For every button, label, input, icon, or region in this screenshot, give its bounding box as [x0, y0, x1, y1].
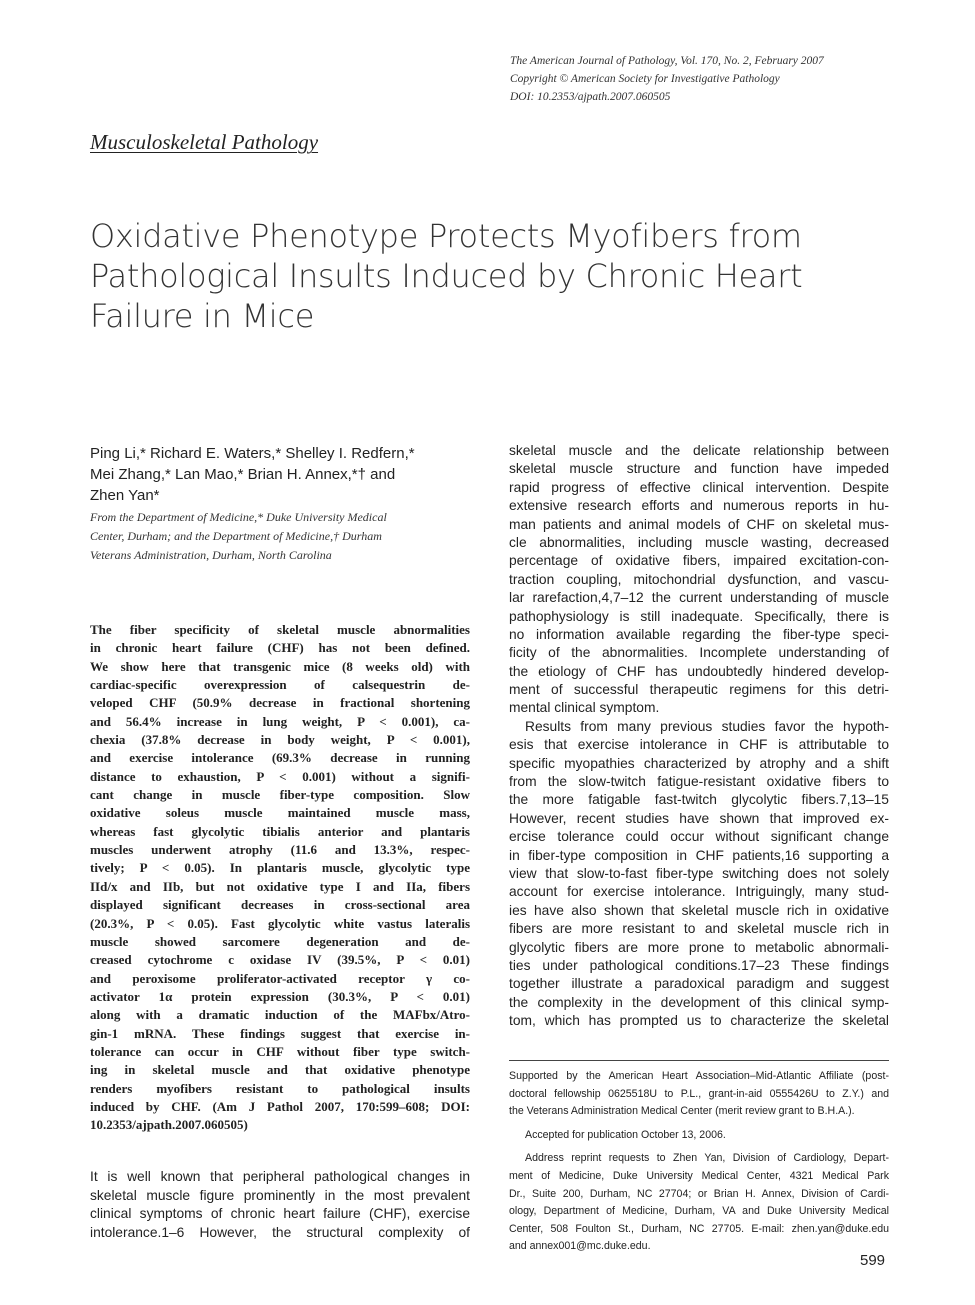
abstract-line: creased cytochrome c oxidase IV (39.5%, P < 0.01) — [90, 952, 470, 968]
affiliation-line: Veterans Administration, Durham, North Carolina — [90, 548, 332, 562]
abstract-line: and peroxisome proliferator-activated receptor γ co- — [90, 970, 470, 986]
abstract-line: activator 1α protein expression (30.3%, P < 0.01) — [90, 988, 470, 1004]
abstract-line: and 56.4% increase in lung weight, P < 0.001), ca- — [90, 713, 470, 729]
journal-line: The American Journal of Pathology, Vol. 170, No. 2, February 2007 — [510, 55, 824, 67]
abstract-line: ing in skeletal muscle and that oxidative phenotype — [90, 1062, 470, 1078]
body-line: skeletal muscle structure and function have impeded — [509, 461, 889, 477]
body-line: intolerance.1–6 However, the structural complexity of — [90, 1224, 470, 1240]
footnote-line: ology, Department of Medicine, Durham, VA and Duke University Medical — [509, 1205, 889, 1218]
footnote-line: doctoral fellowship 0625518U to P.L., grant-in-aid 0555426U to Z.Y.) and — [509, 1087, 889, 1100]
abstract-line: gin-1 mRNA. These findings suggest that exercise in- — [90, 1025, 470, 1041]
body-line: However, recent studies have shown that improved ex- — [509, 810, 889, 826]
abstract-line: muscles underwent atrophy (11.6 and 13.3%, respec- — [90, 842, 470, 858]
abstract-line: cant change in muscle fiber-type composition. Slow — [90, 787, 470, 803]
title-line: Pathological Insults Induced by Chronic Heart — [90, 257, 803, 295]
body-line: percentage of oxidative fibers, impaired excitation-con- — [509, 553, 889, 569]
body-line: ties under pathological conditions.17–23 These findings — [509, 957, 889, 973]
abstract-line: renders myofibers resistant to pathological insults — [90, 1080, 470, 1096]
body-line: ficity of the abnormalities. Incomplete understanding of — [509, 645, 889, 661]
abstract-line: (20.3%, P < 0.05). Fast glycolytic white vastus lateralis — [90, 915, 470, 931]
body-line: cle abnormalities, including muscle wasting, decreased — [509, 534, 889, 550]
author-line: Ping Li,* Richard E. Waters,* Shelley I. Redfern,* — [90, 445, 415, 462]
abstract-line: 10.2353/ajpath.2007.060505) — [90, 1117, 248, 1133]
abstract-line: along with a dramatic induction of the MAFbx/Atro- — [90, 1007, 470, 1023]
abstract-line: cardiac-specific overexpression of calsequestrin de- — [90, 677, 470, 693]
abstract — [90, 621, 470, 1135]
abstract-line: We show here that transgenic mice (8 weeks old) with — [90, 658, 470, 674]
abstract-line: tively; P < 0.05). In plantaris muscle, glycolytic type — [90, 860, 470, 876]
body-line: skeletal muscle figure prominently in the most prevalent — [90, 1187, 470, 1203]
body-text-left-column — [90, 1168, 470, 1242]
title-line: Failure in Mice — [90, 297, 315, 335]
abstract-line: in chronic heart failure (CHF) has not been defined. — [90, 640, 470, 656]
abstract-line: distance to exhaustion, P < 0.001) without a signifi- — [90, 768, 470, 784]
body-line: ies have also shown that skeletal muscle rich in oxidative — [509, 902, 889, 918]
body-line: clinical symptoms of chronic heart failure (CHF), exercise — [90, 1206, 470, 1222]
body-line: man patients and animal models of CHF on skeletal mus- — [509, 516, 889, 532]
body-line: pathophysiology is still inadequate. Specifically, there is — [509, 608, 889, 624]
affiliations — [90, 508, 480, 565]
footnote-line: Supported by the American Heart Association–Mid-Atlantic Affiliate (post- — [509, 1070, 889, 1082]
title-line: Oxidative Phenotype Protects Myofibers from — [90, 217, 802, 255]
body-line: ercise tolerance could occur without significant change — [509, 829, 889, 845]
page-number: 599 — [860, 1252, 886, 1269]
affiliation-line: From the Department of Medicine,* Duke University Medical — [90, 510, 387, 524]
body-line: view that slow-to-fast fiber-type switching does not solely — [509, 865, 889, 881]
footnotes — [509, 1068, 889, 1256]
copyright-line: Copyright © American Society for Investigative Pathology — [510, 73, 780, 85]
body-line: from the slow-twitch fatigue-resistant oxidative fibers to — [509, 774, 889, 790]
abstract-line: tolerance can occur in CHF without fiber type switch- — [90, 1043, 470, 1059]
body-line: skeletal muscle and the delicate relationship between — [509, 443, 889, 458]
body-line: in fiber-type composition in CHF patients,16 supporting a — [509, 847, 889, 863]
abstract-line: oxidative soleus muscle maintained muscle mass, — [90, 805, 470, 821]
footnote-line: and annex001@mc.duke.edu. — [509, 1240, 651, 1253]
body-line: rapid progress of effective clinical intervention. Despite — [509, 479, 889, 495]
journal-citation — [510, 52, 930, 106]
footnote-line: Dr., Suite 200, Durham, NC 27704; or Brian H. Annex, Division of Cardi- — [509, 1187, 889, 1200]
abstract-line: displayed significant decreases in cross-sectional area — [90, 897, 470, 913]
footnote-line: Address reprint requests to Zhen Yan, Division of Cardiology, Depart- — [525, 1152, 889, 1165]
body-line: the etiology of CHF has undoubtedly hindered develop- — [509, 663, 889, 679]
body-line: ment of successful therapeutic regimens for this detri- — [509, 682, 889, 698]
author-line: Zhen Yan* — [90, 487, 160, 504]
affiliation-line: Center, Durham; and the Department of Medicine,† Durham — [90, 529, 382, 543]
abstract-line: and exercise intolerance (69.3% decrease in running — [90, 750, 470, 766]
body-line: It is well known that peripheral pathological changes in — [90, 1169, 470, 1184]
body-line: Results from many previous studies favor the hypoth- — [525, 718, 889, 734]
footnote-line: the Veterans Administration Medical Center (merit review grant to B.H.A.). — [509, 1105, 855, 1118]
footnote-line: Center, 508 Foulton St., Durham, NC 27705. E-mail: zhen.yan@duke.edu — [509, 1222, 889, 1235]
abstract-line: chexia (37.8% decrease in body weight, P < 0.001), — [90, 732, 470, 748]
abstract-line: induced by CHF. (Am J Pathol 2007, 170:599–608; DOI: — [90, 1098, 470, 1114]
article-title — [90, 216, 850, 336]
body-line: mental clinical symptom. — [509, 700, 660, 716]
body-line: glycolytic fibers are more prone to metabolic abnormali- — [509, 939, 889, 955]
author-line: Mei Zhang,* Lan Mao,* Brian H. Annex,*† and — [90, 466, 396, 483]
body-line: account for exercise intolerance. Intriguingly, many stud- — [509, 884, 889, 900]
doi-line: DOI: 10.2353/ajpath.2007.060505 — [510, 91, 671, 103]
section-heading: Musculoskeletal Pathology — [90, 130, 319, 154]
abstract-line: IId/x and IIb, but not oxidative type I and IIa, fibers — [90, 878, 470, 894]
body-line: specific myopathies characterized by atrophy and a shift — [509, 755, 889, 771]
abstract-line: muscle showed sarcomere degeneration and de- — [90, 933, 470, 949]
body-line: tom, which has prompted us to characterize the skeletal — [509, 1013, 889, 1029]
body-text-right-column — [509, 442, 889, 1031]
footnote-accepted: Accepted for publication October 13, 2006. — [525, 1128, 726, 1141]
body-line: fibers are more resistant to and skeletal muscle rich in — [509, 921, 889, 937]
body-line: traction coupling, mitochondrial dysfunction, and vascu- — [509, 571, 889, 587]
footnote-divider — [509, 1060, 889, 1061]
body-line: extensive research efforts and numerous reports in hu- — [509, 498, 889, 514]
abstract-line: The fiber specificity of skeletal muscle abnormalities — [90, 622, 470, 637]
body-line: together illustrate a paradoxical paradigm and suggest — [509, 976, 889, 992]
abstract-line: whereas fast glycolytic tibialis anterior and plantaris — [90, 823, 470, 839]
body-line: no information available regarding the fiber-type speci- — [509, 626, 889, 642]
body-line: lar rarefaction,4,7–12 the current understanding of muscle — [509, 590, 889, 606]
footnote-line: ment of Medicine, Duke University Medical Center, 4321 Medical Park — [509, 1169, 889, 1182]
body-line: the more fatigable fast-twitch glycolytic fibers.7,13–15 — [509, 792, 889, 808]
body-line: esis that exercise intolerance in CHF is attributable to — [509, 737, 889, 753]
author-list — [90, 443, 480, 506]
abstract-line: veloped CHF (50.9% decrease in fractional shortening — [90, 695, 470, 711]
body-line: the complexity in the development of this clinical symp- — [509, 994, 889, 1010]
